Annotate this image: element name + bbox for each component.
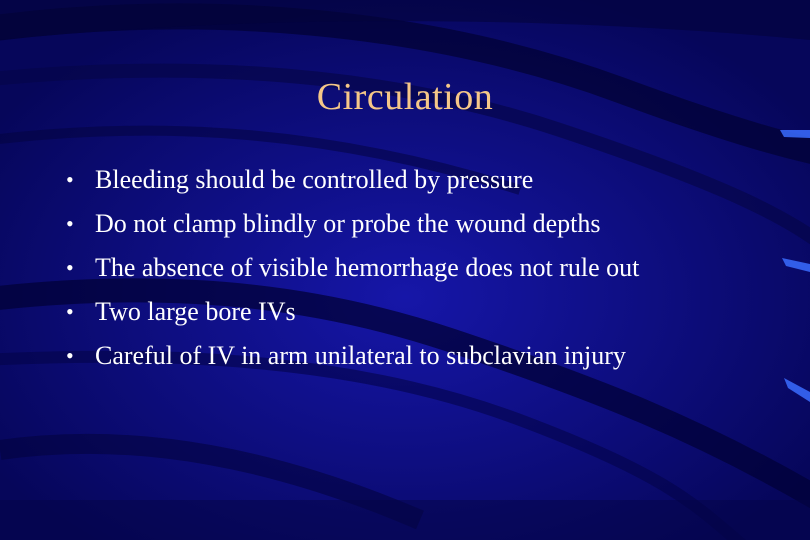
- bullet-text: Two large bore IVs: [95, 297, 296, 326]
- bullet-item: [66, 252, 736, 283]
- bullet-item: [66, 296, 736, 327]
- bullet-dot-icon: •: [66, 343, 74, 368]
- bullet-item: [66, 340, 736, 371]
- bullet-dot-icon: •: [66, 211, 74, 236]
- bullet-text: Do not clamp blindly or probe the wound depths: [95, 209, 601, 238]
- bullet-item: [66, 164, 736, 195]
- bullet-text: Careful of IV in arm unilateral to subclavian injury: [95, 341, 626, 370]
- bullet-dot-icon: •: [66, 299, 74, 324]
- bullet-text: The absence of visible hemorrhage does not rule out: [95, 253, 640, 282]
- bullet-dot-icon: •: [66, 255, 74, 280]
- bullet-dot-icon: •: [66, 167, 74, 192]
- bullet-text: Bleeding should be controlled by pressure: [95, 165, 534, 194]
- slide-title: Circulation: [316, 76, 494, 118]
- bullet-list: [66, 164, 736, 384]
- bullet-item: [66, 208, 736, 239]
